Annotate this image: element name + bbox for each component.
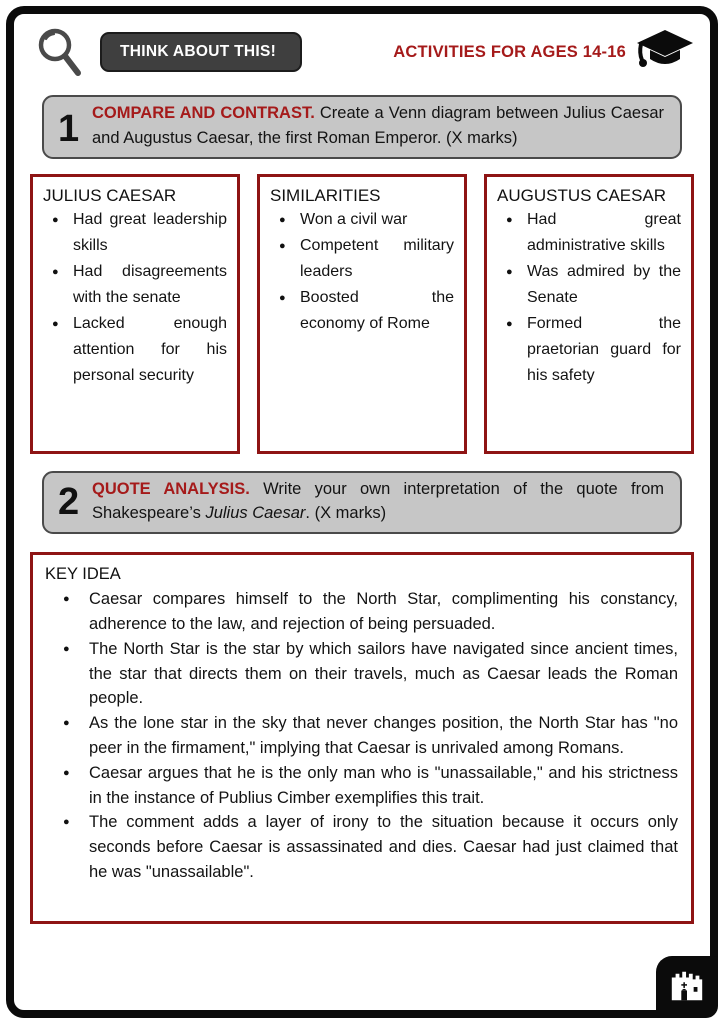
header bbox=[30, 26, 694, 78]
bullet-icon: ● bbox=[63, 593, 70, 606]
list-item-text: Caesar compares himself to the North Star, complimenting his constancy, adherence to the law, and rejection of being persuaded. bbox=[89, 590, 678, 634]
list-item-text: The comment adds a layer of irony to the situation because it occurs only seconds before Caesar is assassinated and dies. Caesar had just claimed that he was "unassailable". bbox=[89, 813, 678, 882]
activity-2-instructions-lead: Write your own interpretation of the quote from Shakespeare’s bbox=[92, 479, 664, 523]
bullet-icon: ● bbox=[506, 214, 513, 227]
bullet-icon: ● bbox=[52, 318, 59, 331]
venn-box-julius-caesar bbox=[30, 174, 240, 454]
bullet-icon: ● bbox=[279, 214, 286, 227]
list-item bbox=[497, 259, 683, 311]
bullet-icon: ● bbox=[279, 240, 286, 253]
publisher-logo-tab bbox=[656, 956, 718, 1018]
list-item-text: Had great administrative skills bbox=[527, 211, 681, 255]
key-idea-list bbox=[45, 587, 679, 885]
list-item bbox=[270, 207, 456, 233]
key-idea-box bbox=[30, 552, 694, 924]
activity-2-number: 2 bbox=[58, 481, 80, 524]
list-item-text: As the lone star in the sky that never changes position, the North Star has "no peer in the firmament," implying that Caesar is unrivaled among Romans. bbox=[89, 714, 678, 758]
activities-ages-label: ACTIVITIES FOR AGES 14-16 bbox=[393, 42, 626, 61]
list-item bbox=[497, 207, 683, 259]
venn-box-list bbox=[43, 207, 229, 389]
list-item bbox=[43, 311, 229, 389]
list-item-text: Competent military leaders bbox=[300, 237, 454, 281]
bullet-icon: ● bbox=[279, 292, 286, 305]
activity-1-panel bbox=[42, 95, 682, 159]
venn-box-title: AUGUSTUS CAESAR bbox=[497, 185, 667, 205]
activity-2-instructions-italic: Julius Caesar bbox=[205, 504, 306, 523]
bullet-icon: ● bbox=[63, 766, 70, 779]
list-item bbox=[270, 285, 456, 337]
venn-box-similarities bbox=[257, 174, 467, 454]
venn-box-augustus-caesar bbox=[484, 174, 694, 454]
list-item-text: Won a civil war bbox=[300, 211, 408, 229]
venn-comparison-row bbox=[30, 174, 694, 454]
bullet-icon: ● bbox=[506, 266, 513, 279]
venn-box-list bbox=[497, 207, 683, 389]
activity-1-number: 1 bbox=[58, 107, 80, 150]
list-item-text: Was admired by the Senate bbox=[527, 263, 681, 307]
list-item bbox=[45, 761, 679, 811]
bullet-icon: ● bbox=[52, 214, 59, 227]
activity-2-text bbox=[92, 477, 664, 527]
bullet-icon: ● bbox=[63, 717, 70, 730]
list-item-text: Boosted the economy of Rome bbox=[300, 289, 454, 333]
list-item-text: Lacked enough attention for his personal security bbox=[73, 315, 227, 385]
activity-2-title: QUOTE ANALYSIS. bbox=[92, 479, 250, 498]
list-item-text: Had disagreements with the senate bbox=[73, 263, 227, 307]
venn-box-title: JULIUS CAESAR bbox=[43, 185, 177, 205]
activity-2-instructions-tail: . (X marks) bbox=[305, 504, 387, 523]
list-item bbox=[45, 587, 679, 637]
castle-icon bbox=[668, 968, 706, 1006]
activity-1-instructions: Create a Venn diagram between Julius Caesar and Augustus Caesar, the first Roman Emperor. (X marks) bbox=[92, 104, 664, 147]
activity-2-panel bbox=[42, 471, 682, 535]
list-item-text: The North Star is the star by which sailors have navigated since ancient times, the star that directs them on their travels, much as Caesar leads the Roman people. bbox=[89, 639, 678, 708]
venn-box-title: SIMILARITIES bbox=[270, 185, 381, 205]
page-content bbox=[14, 14, 710, 1010]
list-item bbox=[43, 207, 229, 259]
activity-1-text bbox=[92, 101, 664, 151]
list-item-text: Had great leadership skills bbox=[73, 211, 227, 255]
bullet-icon: ● bbox=[63, 816, 70, 829]
list-item bbox=[270, 233, 456, 285]
key-idea-title: KEY IDEA bbox=[45, 565, 121, 583]
list-item bbox=[43, 259, 229, 311]
venn-box-list bbox=[270, 207, 456, 337]
list-item bbox=[45, 637, 679, 711]
badge-label: THINK ABOUT THIS! bbox=[120, 43, 277, 60]
bullet-icon: ● bbox=[52, 266, 59, 279]
bullet-icon: ● bbox=[63, 642, 70, 655]
list-item bbox=[45, 810, 679, 884]
list-item bbox=[497, 311, 683, 389]
bullet-icon: ● bbox=[506, 318, 513, 331]
magnifier-icon bbox=[34, 25, 86, 79]
graduation-cap-icon bbox=[634, 27, 694, 77]
activity-1-title: COMPARE AND CONTRAST. bbox=[92, 104, 315, 122]
think-about-this-badge bbox=[100, 32, 302, 72]
list-item-text: Caesar argues that he is the only man who is "unassailable," and his strictness in the instance of Publius Cimber exemplifies this trait. bbox=[89, 763, 678, 807]
list-item-text: Formed the praetorian guard for his safety bbox=[527, 315, 681, 385]
list-item bbox=[45, 711, 679, 761]
